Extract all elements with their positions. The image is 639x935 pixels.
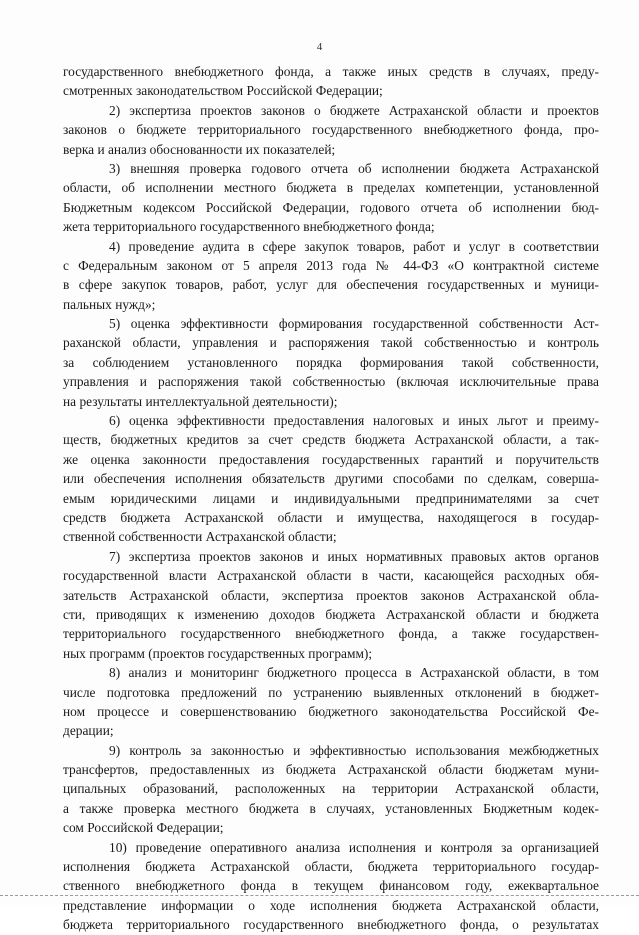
page-bottom-divider — [0, 895, 639, 896]
text-line: в сфере закупок товаров, работ, услуг для обеспечения государственных и муници- — [63, 277, 599, 293]
text-line: 10) проведение оперативного анализа исполнения и контроля за организацией — [109, 839, 599, 855]
text-line: 8) анализ и мониторинг бюджетного процесса в Астраханской области, в том — [109, 665, 599, 681]
text-line: территориального государственного внебюджетного фонда, а также государствен- — [63, 626, 599, 642]
text-line: ном процессе и совершенствованию бюджетного законодательства Российской Фе- — [63, 703, 599, 719]
text-line: емым юридическими лицами и индивидуальными предпринимателями за счет — [63, 490, 599, 506]
text-line: зательств Астраханской области, экспертиза проектов законов Астраханской обла- — [63, 587, 599, 603]
text-line: ципальных образований, расположенных на территории Астраханской области, — [63, 781, 599, 797]
text-line: области, об исполнении местного бюджета в пределах компетенции, установленной — [63, 180, 599, 196]
text-line: государственного внебюджетного фонда, а также иных средств в случаях, преду- — [63, 64, 599, 79]
text-line: или обеспечения исполнения обязательств другими способами по сделкам, соверша- — [63, 471, 599, 487]
text-line: ных программ (проектов государственных программ); — [63, 645, 373, 661]
text-line: за соблюдением установленного порядка формирования такой собственности, — [63, 354, 599, 370]
text-line: числе подготовка предложений по устранению выявленных отклонений в бюджет- — [63, 684, 599, 700]
text-line: же оценка законности предоставления государственных гарантий и поручительств — [63, 451, 599, 467]
text-line: управления и распоряжения такой собственностью (включая исключительные права — [63, 374, 599, 390]
text-line: 3) внешняя проверка годового отчета об исполнении бюджета Астраханской — [109, 160, 599, 176]
text-line: дерации; — [63, 723, 114, 739]
text-line: верка и анализ обоснованности их показателей; — [63, 141, 336, 157]
text-line: 9) контроль за законностью и эффективностью использования межбюджетных — [109, 742, 599, 758]
text-line: 6) оценка эффективности предоставления налоговых и иных льгот и преиму- — [109, 413, 599, 429]
text-line: ществ, бюджетных кредитов за счет средств бюджета Астраханской области, а так- — [63, 432, 599, 448]
text-line: жета территориального государственного внебюджетного фонда; — [63, 219, 435, 235]
text-line: Бюджетным кодексом Российской Федерации, годового отчета об исполнении бюд- — [63, 199, 599, 215]
text-line: бюджета территориального государственного внебюджетного фонда, о результатах — [63, 917, 599, 933]
page-number: 4 — [316, 41, 323, 53]
text-line: государственной власти Астраханской области в части, касающейся расходных обя- — [63, 568, 599, 584]
text-line: с Федеральным законом от 5 апреля 2013 года № 44-ФЗ «О контрактной системе — [63, 257, 599, 273]
text-line: исполнения бюджета Астраханской области, бюджета территориального государ- — [63, 859, 599, 875]
text-line: а также проверка местного бюджета в случаях, установленных Бюджетным кодек- — [63, 800, 599, 816]
text-line: 4) проведение аудита в сфере закупок товаров, работ и услуг в соответствии — [109, 238, 599, 254]
text-line: сом Российской Федерации; — [63, 820, 224, 836]
document-body-text — [63, 62, 599, 935]
text-line: средств бюджета Астраханской области и имущества, находящегося в государ- — [63, 509, 599, 525]
text-line: 7) экспертиза проектов законов и иных нормативных правовых актов органов — [109, 548, 599, 564]
text-line: 5) оценка эффективности формирования государственной собственности Аст- — [109, 316, 599, 332]
text-line: смотренных законодательством Российской Федерации; — [63, 83, 383, 99]
text-line: трансфертов, предоставленных из бюджета Астраханской области бюджетам муни- — [63, 762, 599, 778]
text-line: раханской области, управления и распоряжения такой собственностью и контроль — [63, 335, 599, 351]
text-line: представление информации о ходе исполнения бюджета Астраханской области, — [63, 897, 599, 913]
text-line: ственной собственности Астраханской области; — [63, 529, 337, 545]
text-line: сти, приводящих к изменению доходов бюджета Астраханской области и бюджета — [63, 606, 599, 622]
text-line: 2) экспертиза проектов законов о бюджете Астраханской области и проектов — [109, 102, 599, 118]
text-line: на результаты интеллектуальной деятельности); — [63, 393, 338, 409]
text-line: пальных нужд»; — [63, 296, 156, 312]
text-line: законов о бюджете территориального государственного внебюджетного фонда, про- — [63, 122, 599, 138]
text-line: ственного внебюджетного фонда в текущем финансовом году, ежеквартальное — [63, 878, 599, 894]
